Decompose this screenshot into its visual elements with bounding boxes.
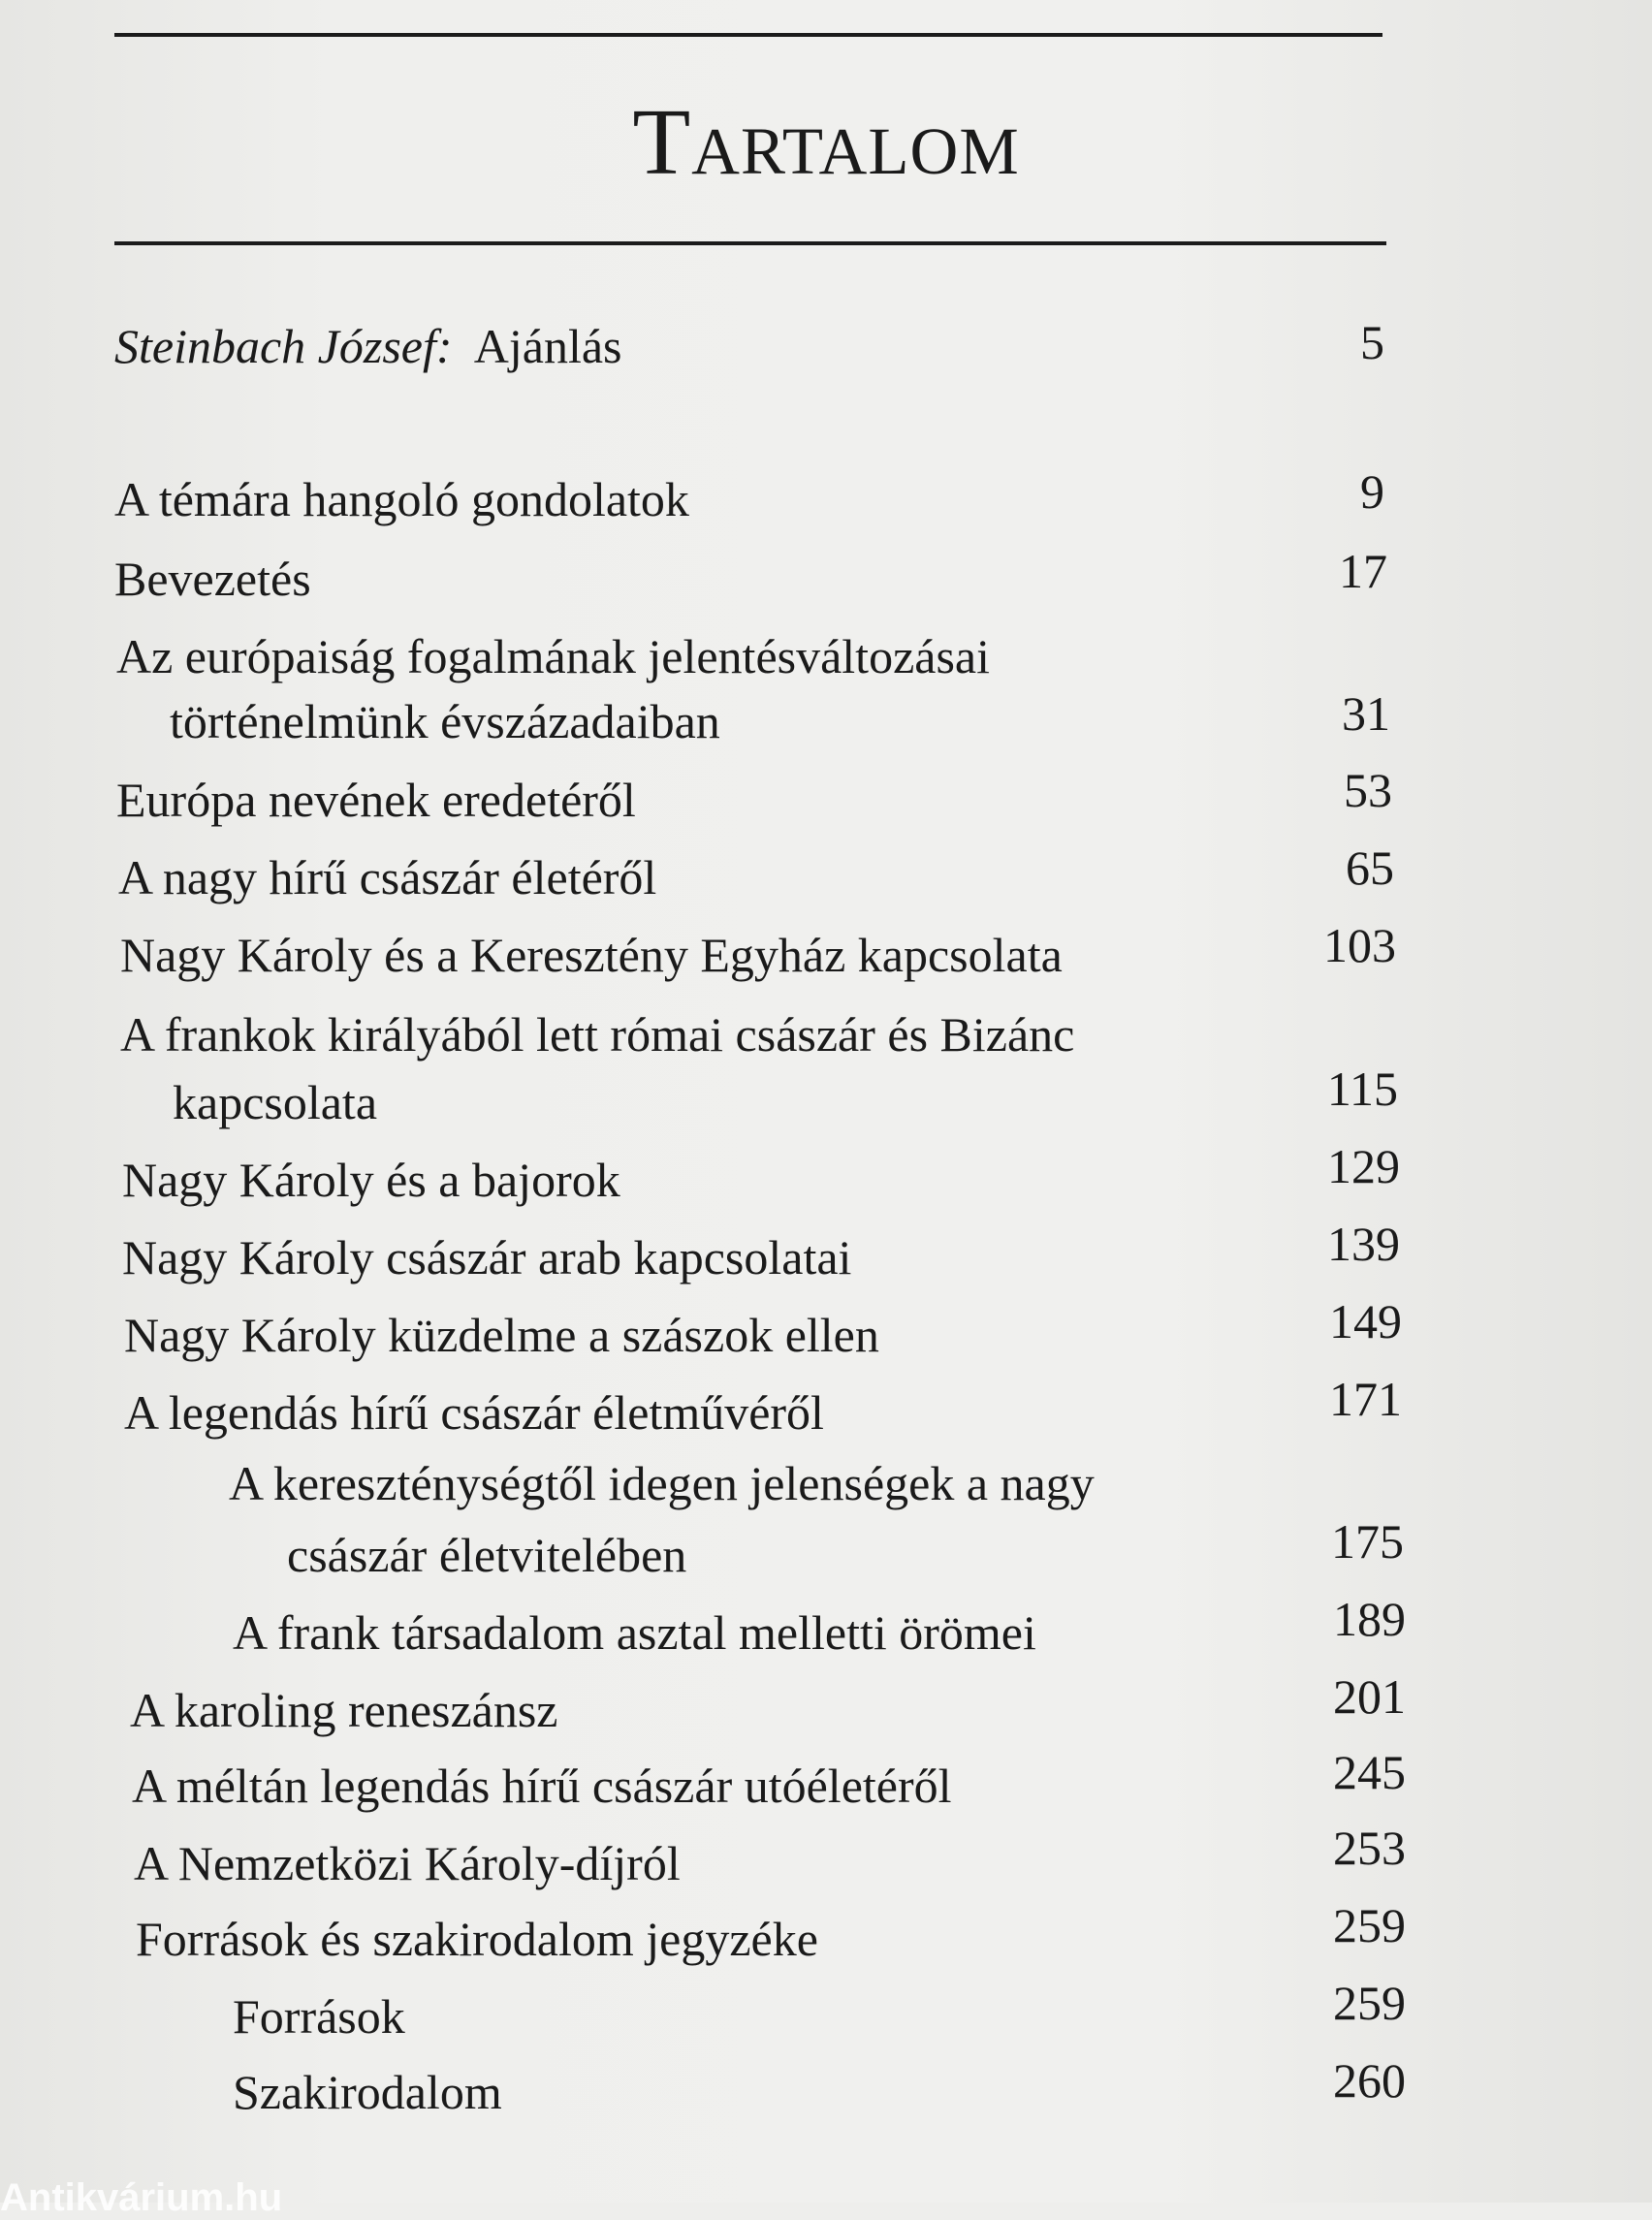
toc-entry: Nagy Károly és a bajorok <box>122 1153 620 1207</box>
toc-entry-continuation: kapcsolata <box>173 1075 378 1129</box>
toc-subentry: A kereszténységtől idegen jelenségek a nagy <box>229 1456 1095 1510</box>
toc-entry: Nagy Károly küzdelme a szászok ellen <box>124 1308 879 1362</box>
toc-entry: Az európaiság fogalmának jelentésváltozásai <box>116 629 991 683</box>
toc-page-number: 103 <box>1323 918 1396 972</box>
toc-page-number: 115 <box>1326 1062 1398 1116</box>
toc-entry: A Nemzetközi Károly-díjról <box>134 1836 681 1890</box>
toc-page-number: 259 <box>1333 1898 1406 1952</box>
toc-page-number: 201 <box>1333 1669 1406 1724</box>
top-rule <box>114 33 1382 37</box>
toc-entry: A frankok királyából lett római császár és Bizánc <box>120 1007 1075 1062</box>
toc-entry: Források és szakirodalom jegyzéke <box>136 1912 818 1966</box>
toc-entry: A karoling reneszánsz <box>130 1683 558 1737</box>
toc-page-number: 175 <box>1331 1514 1404 1569</box>
toc-page-number: 171 <box>1329 1372 1402 1426</box>
toc-page-number: 31 <box>1342 686 1390 741</box>
toc-subentry: Források <box>233 1989 405 2044</box>
toc-entry: A témára hangoló gondolatok <box>114 472 689 526</box>
intro-author: Steinbach József: <box>114 319 453 373</box>
toc-entry: A nagy hírű császár életéről <box>118 850 657 904</box>
toc-page-number: 9 <box>1360 464 1384 519</box>
toc-entry: Nagy Károly és a Keresztény Egyház kapcsolata <box>120 928 1063 982</box>
toc-page-number: 189 <box>1333 1592 1406 1646</box>
toc-page-number: 245 <box>1333 1745 1406 1799</box>
toc-subentry: Szakirodalom <box>233 2065 502 2119</box>
title-rule <box>114 241 1386 245</box>
intro-page-number: 5 <box>1360 315 1384 369</box>
toc-intro <box>114 317 622 375</box>
toc-entry: Bevezetés <box>114 552 311 606</box>
toc-page-number: 260 <box>1333 2053 1406 2108</box>
toc-entry-continuation: császár életvitelében <box>287 1528 687 1582</box>
toc-page-number: 139 <box>1327 1217 1400 1271</box>
toc-page-number: 149 <box>1329 1294 1402 1348</box>
toc-entry: Nagy Károly császár arab kapcsolatai <box>122 1230 852 1284</box>
toc-entry: A legendás hírű császár életművéről <box>124 1385 824 1440</box>
toc-page-number: 53 <box>1344 763 1392 817</box>
toc-page-number: 17 <box>1339 544 1387 598</box>
toc-entry: Európa nevének eredetéről <box>116 773 636 827</box>
toc-subentry: A frank társadalom asztal melletti örömei <box>233 1605 1036 1660</box>
toc-page-number: 259 <box>1333 1976 1406 2030</box>
toc-entry-continuation: történelmünk évszázadaiban <box>170 694 720 748</box>
toc-page-number: 65 <box>1346 840 1394 895</box>
intro-title: Ajánlás <box>473 319 622 373</box>
page-title: Tartalom <box>632 90 1020 195</box>
toc-entry: A méltán legendás hírű császár utóéletéről <box>132 1759 952 1813</box>
watermark-text: Antikvárium.hu <box>0 2176 283 2219</box>
toc-page-number: 253 <box>1333 1821 1406 1875</box>
toc-page-number: 129 <box>1327 1139 1400 1193</box>
